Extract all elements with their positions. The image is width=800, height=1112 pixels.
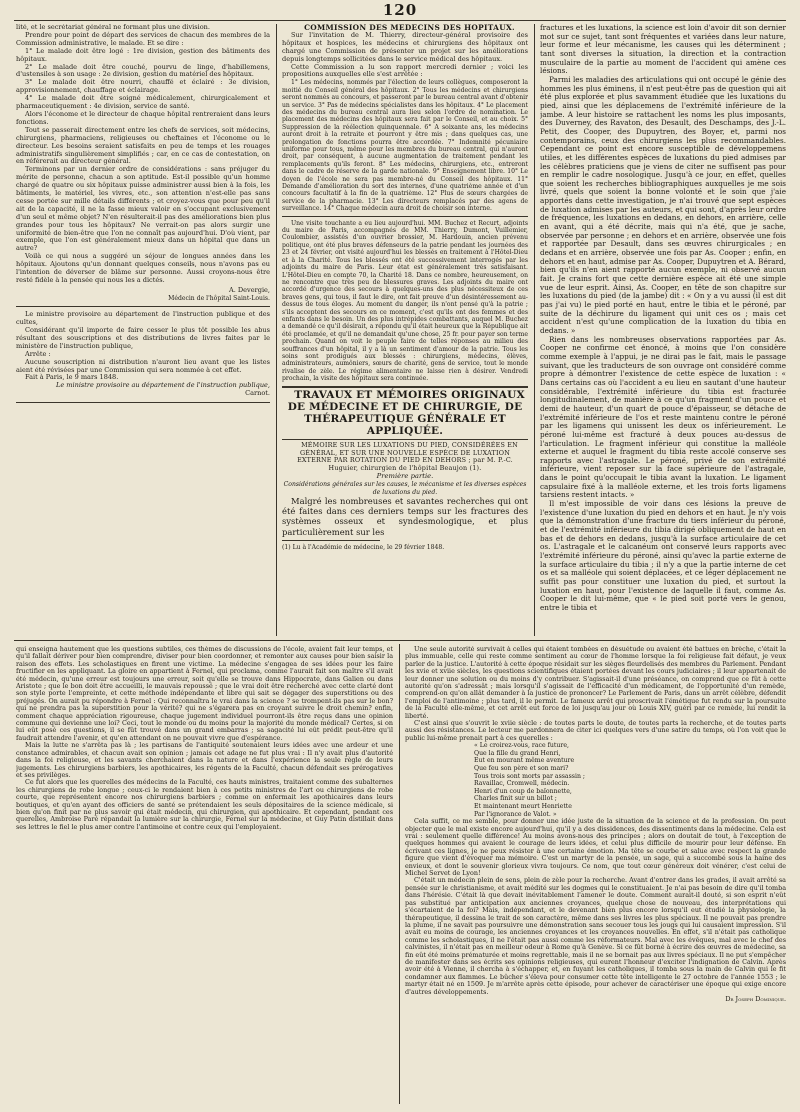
paragraph: Voilà ce qui nous a suggéré un séjour de longues années dans les hôpitaux. Ajoutons qu'un donnant quelques conseils, nous n'avons pas eu l'intention de déverser de blâme sur personne. Aussi croyons-nous être resté fidèle à la pensée qui nous les a dictés.	[16, 252, 270, 284]
paragraph: Aucune souscription ni distribution n'auront lieu avant que les listes aient été révisées par une Commission qui sera nommée à cet effet.	[16, 357, 270, 374]
paragraph: Considérant qu'il importe de faire cesser le plus tôt possible les abus résultant des souscriptions et des distributions de livres faites par le ministère de l'instruction publique,	[16, 326, 270, 350]
verse-line: Que feu son père et son mari?	[474, 765, 569, 773]
paragraph: Malgré les nombreuses et savantes recherches qui ont été faites dans ces derniers temps sur les fractures des systèmes osseux et syndesmologique, et plus particulièrement sur les	[282, 495, 528, 537]
verse-line: Ravaillac, Cromwell, médecin.	[474, 780, 570, 788]
paragraph: Parmi les maladies des articulations qui ont occupé le génie des hommes les plus éminens, il n'est peut-être pas de question qui ait été plus explorée et plus savamment étudiée que les luxations du pied, ainsi que les déplacemens de l'extrémité inférieure de la jambe. A leur histoire se rattachent les noms les plus imposants, des Duverney, des Ravaton, des Desault, des Deschamps, des J.-L. Petit, des Cooper, des Dupuytren, des Boyer, et, parmi nos contemporains, ceux des chirurgiens les plus recommandables. Cependant ce point est encore susceptible de développemens utiles, et les différentes espèces de luxations du pied admises par les célèbres praticiens que je viens de citer ne suffisent pas pour en remplir le cadre nosologique. Jusqu'à ce jour, en effet, quelles que soient les recherches bibliographiques auxquelles je me sois livré, quels que soient la bonne volonté et le soin que j'aie apportés dans cette investigation, je n'ai trouvé que sept espèces de luxation admises par les auteurs, et qui sont, d'après leur ordre de fréquence, les luxations en dedans, en dehors, en arrière, celle en avant, qui a été décrite, mais qui n'a été, que je sache, observée par personne ; en dehors et en arrière, observée une fois et rapportée par Desault, dans ses œuvres chirurgicales ; en dedans et en arrière, observée une fois par As. Cooper ; enfin, en dehors et en haut, admise par As. Cooper, Dupuytren et A. Bérard, bien qu'ils n'en aient rapporté aucun exemple, ni observé aucun fait. Je crains fort que cette dernière espèce ait été une simple vue de leur esprit. Ainsi, As. Cooper, en tête de son chapitre sur les luxations du pied (de la jambe) dit : « On y a vu aussi (il est dit pas j'ai vu) le pied porté en haut, entre le tibia et le péroné, par suite de la déchirure du ligament qui unit ces os ; mais cet accident n'est qu'une complication de la luxation du tibia en dedans. »	[540, 74, 786, 335]
author-signature: Dr Joseph Dominique.	[725, 994, 786, 1003]
verse-line: Charles finit sur un billot ;	[474, 795, 557, 803]
proposals-list: 1° Les médecins, nommés par l'élection de leurs collègues, composeront la moitié du Conseil général des hôpitaux. 2° Tous les médecins et chirurgiens seront nommés au concours, et passeront par le bureau central avant d'obtenir un service. 3° Pas de médecins spécialistes dans les hôpitaux. 4° Le placement des médecins du bureau central aura lieu selon l'ordre de nomination. Le placement des médecins des hôpitaux sera fait par le Conseil, et au choix. 5° Suppression de la réélection quinquennale. 6° A soixante ans, les médecins auront droit à la retraite et pourront y être mis ; dans quelques cas, une prolongation de fonctions pourra être accordée. 7° Indemnité pécuniaire uniforme pour tous, même pour les membres du bureau central, qui n'auront droit, par conséquent, à aucune augmentation de traitement pendant les remplacements qu'ils feront. 8° Les médecins, chirurgiens, etc., entreront dans le cadre de réserve de la garde nationale. 9° Enseignement libre. 10° Le doyen de l'école ne sera pas membre-né du Conseil des hôpitaux. 11° Demande d'amélioration du sort des internes, d'une quatrième année et d'un concours facultatif à la fin de la quatrième. 12° Plus de sœurs chargées de service de la pharmacie. 13° Les directeurs remplacés par des agens de surveillance. 14° Chaque médecin aura droit de choisir son interne.	[282, 79, 528, 213]
paragraph: Fait à Paris, le 9 mars 1848.	[25, 373, 119, 382]
verse-line: Que la fille du grand Henri,	[474, 749, 561, 757]
section-break-rule	[14, 640, 786, 641]
paragraph: Tout se passerait directement entre les chefs de services, soit médecins, chirurgiens, pharmaciens, religieuses ou cheftaines et l'économe ou le directeur. Les besoins seraient satisfaits en peu de temps et les rouages administratifs singulièrement simplifiés ; car, en ce cas de contestation, on en référerait au directeur général.	[16, 125, 270, 166]
minister-name: Carnot.	[245, 389, 270, 398]
paragraph: Mais la lutte ne s'arrêta pas là ; les partisans de l'antiquité soutenaient leurs idées avec une ardeur et une constance admirables, et chacun avait son opinion ; jamais cet adage ne fut plus vrai : Il n'y avait plus d'autorité dans la foi religieuse, et les savants cherchaient dans la nature et dans l'expérience la seule règle de leurs jugements. Les chirurgiens barbiers, les apothicaires, les régents de la Faculté, chacun défendait ses prérogatives et ses privilèges.	[16, 741, 393, 779]
column-divider-1	[276, 24, 277, 636]
column-right	[540, 24, 786, 636]
minister-title: Le ministre provisoire au département de l'instruction publique,	[56, 381, 270, 390]
signature-name: A. Devergie,	[229, 285, 270, 294]
paragraph: lité, et le secrétariat général ne formant plus une division.	[16, 24, 210, 31]
paragraph: Sur l'invitation de M. Thierry, directeur-général provisoire des hôpitaux et hospices, les médecins et chirurgiens des hôpitaux ont chargé une Commission de présenter un projet sur les améliorations depuis longtemps sollicitées dans le service médical des hôpitaux.	[282, 30, 528, 63]
paragraph: qui enseigna hautement que les questions subtiles, ces thèmes de discussions de l'école, avaient fait leur temps, et qu'il fallait dériver pour bien comprendre, diviser pour bien coordonner, et remonter aux causes pour bien saisir la raison des effets. Les scholastiques en firent une victime. La médecine s'engagea de ses idées pour les faire fructifier en les appliquant. La gloire en appartient à Fernel, qui proclama, comme l'aurait fait son maître s'il avait été médecin, qu'une erreur est toujours une erreur, soit qu'elle se trouve dans Hippocrate, dans Galien ou dans Aristote ; que le bon doit être accueilli, le mauvais repoussé ; que le vrai doit être recherché avec cette clarté dont son style porte l'empreinte, et cette méthode indépendante et libre qui sait se dégager des superstitions ou des préjugés. On aurait pu répondre à Fernel : Qui reconnaîtra le vrai dans la science ? se trompent-ils pas sur le bon? qui ne prendra pas la superstition pour la vérité? qui ne s'égarera pas en croyant suivre le droit chemin? enfin, comment chaque appréciation rigoureuse, chaque jugement individuel pourront-ils être reçus dans une opinion commune qui devienne une loi? Ceci, tout le monde ou du moins pour la majorité du monde médical? Certes, si on lui eût posé ces questions, il se fût trouvé dans un grand embarras ; sa sagacité lui eût prédit peut-être qu'il faudrait attendre l'avenir, et qu'en attendant on ne pouvait vivre que d'espérance.	[16, 646, 393, 742]
paragraph: Alors l'économe et le directeur de chaque hôpital rentreraient dans leurs fonctions.	[16, 109, 270, 126]
verse-line: Et maintenant meurt Henriette	[474, 803, 572, 811]
section-heading: COMMISSION DES MÉDECINS DES HÔPITAUX.	[304, 24, 515, 32]
feuilleton-right	[405, 646, 786, 1106]
paragraph: fractures et les luxations, la science est loin d'avoir dit son dernier mot sur ce sujet, tant sont fréquentes et variées dans leur nature, leur forme et leur mécanisme, les causes qui les déterminent ; tant sont diverses la situation, la direction et la contraction musculaire de la partie au moment de l'accident qui amène ces lésions.	[540, 24, 786, 76]
footnote: (1) Lu à l'Académie de médecine, le 29 février 1848.	[282, 543, 445, 551]
verse-line: Par l'ignorance de Valot. »	[474, 810, 557, 818]
part-subtitle: Considérations générales sur les causes, le mécanisme et les diverses espèces de luxations du pied.	[283, 481, 527, 496]
separator-rule	[16, 306, 270, 307]
section-title: TRAVAUX ET MÉMOIRES ORIGINAUX DE MÉDECINE ET DE CHIRURGIE, DE THÉRAPEUTIQUE GÉNÉRALE ET APPLIQUÉE.	[287, 388, 525, 437]
separator-rule	[16, 402, 270, 403]
paragraph: Terminons par un dernier ordre de considérations : sans préjuger du mérite de personne, chacun a son aptitude. Est-il possible qu'un homme chargé de quatre ou six hôpitaux puisse administrer aussi bien à la fois, les bâtiments, le matériel, les vivres, etc., son attention n'est-elle pas sans cesse portée sur mille détails différents ; et croyez-vous que pour peu qu'il ait de la capacité, il ne la fasse mieux valoir en s'occupant exclusivement d'un seul et même objet? N'en résulterait-il pas des améliorations bien plus grandes pour tous les hôpitaux? Ne verrait-on pas alors surgir une uniformité de bien-être que l'on ne connaît pas aujourd'hui. D'où vient, par exemple, que l'on est généralement mieux dans un hôpital que dans un autre?	[16, 165, 270, 253]
column-left	[16, 24, 270, 636]
paragraph: Prendre pour point de départ des services de chacun des membres de la Commission administrative, le malade. Et se dire :	[16, 30, 270, 47]
verse-line: Henri d'un coup de baïonnette,	[474, 787, 572, 795]
list-item: 2° Le malade doit être couché, pourvu de linge, d'habillemens, d'ustensiles à son usage : 2e division, gestion du matériel des hôpitaux.	[16, 62, 270, 79]
column-divider-3	[399, 644, 400, 1104]
separator-rule	[282, 216, 528, 217]
paragraph: Cela suffit, ce me semble, pour donner une idée juste de la situation de la science et de la profession. On peut objecter que le mal existe encore aujourd'hui, qu'il y a des dissidences, des dissentiments dans la médecine. Cela est vrai : seulement quelle différence! Au moins avons-nous des principes ; alors on doutait de tout, à l'exception de quelques hommes qui avaient le courage de leurs idées, et celui plus difficile de mourir pour leur défense. En écrivant ces lignes, je ne peux résister à une certaine émotion. Ma tête se courbe et salue avec respect la grande figure que vient d'évoquer ma mémoire. C'est un martyr de la pensée, un sage, qui a succombé sous la haine des envieux, et dont le souvenir glorieux vivra toujours. Ce nom, que tout cœur généreux doit vénérer, c'est celui de Michel Servet de Lyon!	[405, 817, 786, 878]
feuilleton-left	[16, 646, 393, 1106]
part-title: Première partie.	[376, 472, 434, 481]
header-rule	[14, 20, 786, 21]
paragraph: Il m'est impossible de voir dans ces lésions la preuve de l'existence d'une luxation du pied en dehors et en haut. Je n'y vois que la démonstration d'une fracture du tiers inférieur du péroné, et de l'extrémité inférieure du tibia dirigé obliquement de haut en bas et de dehors en dedans, jusqu'à la surface articulaire de cet os. L'astragale et le calcanéum ont conservé leurs rapports avec l'extrémité inférieure du péroné, ainsi qu'avec la partie externe de la surface articulaire du tibia ; il n'y a que la partie interne de cet os et sa malléole qui soient déplacées, et ce léger déplacement ne suffit pas pour constituer une luxation du pied, et surtout la luxation en haut, pour l'existence de laquelle il faut, comme As. Cooper le dit lui-même, que « le pied soit porté vers le genou, entre le tibia et	[540, 499, 786, 612]
paragraph: C'est ainsi que s'ouvrit le xviie siècle : de toutes parts le doute, de toutes parts la recherche, et de toutes parts aussi des résistances. Le lecteur me pardonnera de citer ici quelques vers d'une satire du temps, où l'on voit que le public lui-même prenait part à ces querelles :	[405, 719, 786, 742]
separator-rule	[282, 439, 528, 440]
paragraph: Ce fut alors que les querelles des médecins de la Faculté, ces hauts ministres, traitaient comme des subalternes les chirurgiens de robe longue ; ceux-ci le rendaient bien à ces petits ministres de l'art ou chirurgiens de robe courte, que représentent encore nos chirurgiens barbiers ; comme on enfermait les apothicaires dans leurs boutiques, et qu'en ayant des officiers de santé se prétendaient les seuls dépositaires de la science médicale, si bien qu'on finit par ne plus savoir qui était médecin, qui chirurgien, qui apothicaire. Et cependant, pendant ces querelles, Ambroise Paré répandait la lumière sur la chirurgie, Fernel sur la médecine, et Guy Patin distillait dans ses lettres le fiel le plus amer contre l'antimoine et contre ceux qui l'employaient.	[16, 778, 393, 831]
list-item: 1° Le malade doit être logé : 1re division, gestion des bâtiments des hôpitaux.	[16, 46, 270, 63]
separator-rule	[282, 386, 528, 388]
signature-title: Médecin de l'hôpital Saint-Louis.	[168, 294, 270, 302]
paragraph: Le ministre provisoire au département de l'instruction publique et des cultes,	[16, 310, 270, 327]
memoir-title: MÉMOIRE SUR LES LUXATIONS DU PIED, CONSIDÉRÉES EN GÉNÉRAL, ET SUR UNE NOUVELLE ESPÈCE DE LUXATION EXTERNE PAR ROTATION DU PIED EN DEHORS ; par M. P.-C. Huguier, chirurgien de l'hôpital Beaujon (1).	[297, 440, 518, 473]
column-divider-2	[534, 24, 535, 636]
list-item: 4° Le malade doit être soigné médicalement, chirurgicalement et pharmaceutiquement : 4e division, service de santé.	[16, 94, 270, 111]
list-item: 3° Le malade doit être nourri, chauffé et éclairé : 3e division, approvisionnement, chauffage et éclairage.	[16, 78, 270, 95]
verse-line: « Le croirez-vous, race future,	[474, 742, 569, 750]
verse-line: Tous trois sont morts par assassin ;	[474, 772, 585, 780]
page-number: 120	[382, 1, 418, 19]
verse-line: Eut en mourant même aventure	[474, 757, 575, 765]
paragraph: Une visite touchante a eu lieu aujourd'hui. MM. Buchez et Recurt, adjoints du maire de Paris, accompagnés de MM. Thierry, Dumont, Vuillemier, Coulombier, assistés d'un ouvrier brossier, M. Hardouin, ancien prévenu politique, ont été plus braves défenseurs de la patrie pendant les journées des 23 et 24 février, ont visité aujourd'hui les blessés en traitement à l'Hôtel-Dieu et à la Charité. Tous les blessés ont été successivement interrogés par les adjoints du maire de Paris. Leur état est généralement très satisfaisant. L'Hôtel-Dieu en compte 70, la Charité 18. Dans ce nombre, heureusement, on ne rencontre que très peu de blessures graves. Les adjoints du maire ont accordé d'urgence des secours à quelques-uns des plus nécessiteux de ces braves gens, qui tous, il faut le dire, ont fait preuve d'un désintéressement au-dessus de tous éloges. Au moment du danger, ils n'ont pensé qu'à la patrie ; s'ils acceptent des secours en ce moment, c'est qu'ils ont des femmes et des enfants dans le besoin. Un des plus intrépides combattants, auquel M. Buchez a demandé ce qu'il désirait, a répondu qu'il était heureux que la République ait été proclamée, et qu'il ne demandait qu'une chose, 25 fr. pour payer son terme prochain. Quand on voit le peuple faire de telles réponses au milieu des souffrances d'un hôpital, il y a là un sentiment d'amour de la patrie. Tous les soins sont prodigués aux blessés : chirurgiens, médecins, élèves, administrateurs, aumôniers, sœurs de charité, gens de service, tout le monde rivalise de zèle. Le régime alimentaire ne laisse rien à désirer. Vendredi prochain, la visite des hôpitaux sera continuée.	[282, 219, 528, 383]
paragraph: Une seule autorité survivait à celles qui étaient tombées en désuétude ou avaient été battues en brèche, c'était la plus immuable, celle qui reste comme sentiment au cœur de l'homme lorsque la foi religieuse fait défaut, je veux parler de la justice. L'autorité à cette époque résidait sur les sièges fleurdelisés des membres du Parlement. Pendant les xvie et xviie siècles, les questions scientifiques étaient portées devant les cours judiciaires ; il leur appartenait de leur donner une solution ou du moins d'y contribuer. S'agissait-il d'une préséance, on comprend que ce fût à cette autorité qu'on s'adressât ; mais lorsqu'il s'agissait de l'efficacité d'un médicament, de l'opportunité d'un remède, comprend-on qu'on allât demander à la justice de prononcer? Le Parlement de Paris, dans un arrêt célèbre, défendit l'emploi de l'antimoine ; plus tard, il le permit. Le fameux arrêt qui proscrivait l'émétique fut rendu sur la poursuite de la Faculté elle-même, et cet arrêt eut force de loi jusqu'au jour où Louis XIV, guéri par ce remède, lui rendit la liberté.	[405, 646, 786, 720]
column-middle	[282, 24, 528, 636]
footnote-rule	[282, 540, 380, 541]
paragraph: Cette Commission a lu son rapport mercredi dernier ; voici les propositions auxquelles elle s'est arrêtée :	[282, 62, 528, 79]
paragraph: C'était un médecin plein de sens, plein de zèle pour la recherche. Avant d'entrer dans les grades, il avait arrêté sa pensée sur le christianisme, et avait médité sur les dogmes qui le constituaient. Je n'ai pas besoin de dire qu'il tomba dans l'hérésie. C'était là que devait inévitablement l'amener le doute. Comment aurait-il douté, si son esprit n'eût pas substitué par anticipation aux anciennes croyances, quelque chose de nouveau, des interprétations qui s'écartaient de la foi? Mais, indépendant, et le devenant bien plus encore lorsqu'il eut étudié la physiologie, la thérapeutique, il dessina le trait de son caractère, même dans ses livres les plus spéciaux. Il ne pouvait pas prendre la plume, il ne savait pas poursuivre une démonstration sans secouer tous les jougs qui lui causaient impression. S'il avait eu moins de courage, les anciennes croyances et les croyances nouvelles. En effet, s'il n'était pas catholique comme les scholastiques, il ne l'était pas aussi comme les réformateurs. Mal avec les évêques, mal avec le chef des calvinistes, il n'était pas en meilleur odeur à Rome qu'à Genève. Si ce fût borné à écrire des œuvres de médecine, sa fin eût été moins prématurée et moins regrettable, mais il ne se bornait pas aux livres spéciaux. Il ne put s'empêcher de manifester dans ses écrits ses opinions religieuses, qui eurent l'honneur d'exciter l'indignation de Calvin. Après avoir été à Vienne, il chercha à s'échapper, et, en fuyant les catholiques, il tomba sous la main de Calvin qui le fit condamner aux flammes. Le bûcher s'éleva pour consumer cette tête intelligente le 27 octobre de l'année 1553 ; le martyr était né en 1509. Je m'arrête après cette épisode, pour achever de caractériser une époque qui exige encore d'autres développements.	[405, 876, 786, 996]
paragraph: Rien dans les nombreuses observations rapportées par As. Cooper ne confirme cet énoncé, à moins que l'on considère comme exemple à l'appui, je ne dirai pas le fait, mais le passage suivant, que les traducteurs de son ouvrage ont considéré comme propre à démontrer l'existence de cette espèce de luxation : « Dans certains cas où l'accident a eu lieu en sautant d'une hauteur considérable, l'extrémité inférieure du tibia est fracturée longitudinalement, de manière à ce qu'un fragment d'un pouce et demi de hauteur, d'un quart de pouce d'épaisseur, se détache de l'extrémité inférieure de l'os et reste maintenu contre le péroné par les ligamens qui unissent les deux os inférieurement. Le péroné lui-même est fracturé à deux pouces au-dessus de l'articulation. Le fragment inférieur qui constitue la malléole externe et auquel le fragment du tibia reste accolé conserve ses rapports avec l'astragale. Le péroné, privé de son extrémité inférieure, vient reposer sur la face supérieure de l'astragale, dans le point qu'occupait le tibia avant la luxation. Le ligament capsulaire fixé à la malléole externe, et les trois forts ligamens tarsiens restent intacts. »	[540, 334, 786, 500]
paragraph: Arrête :	[25, 349, 51, 358]
